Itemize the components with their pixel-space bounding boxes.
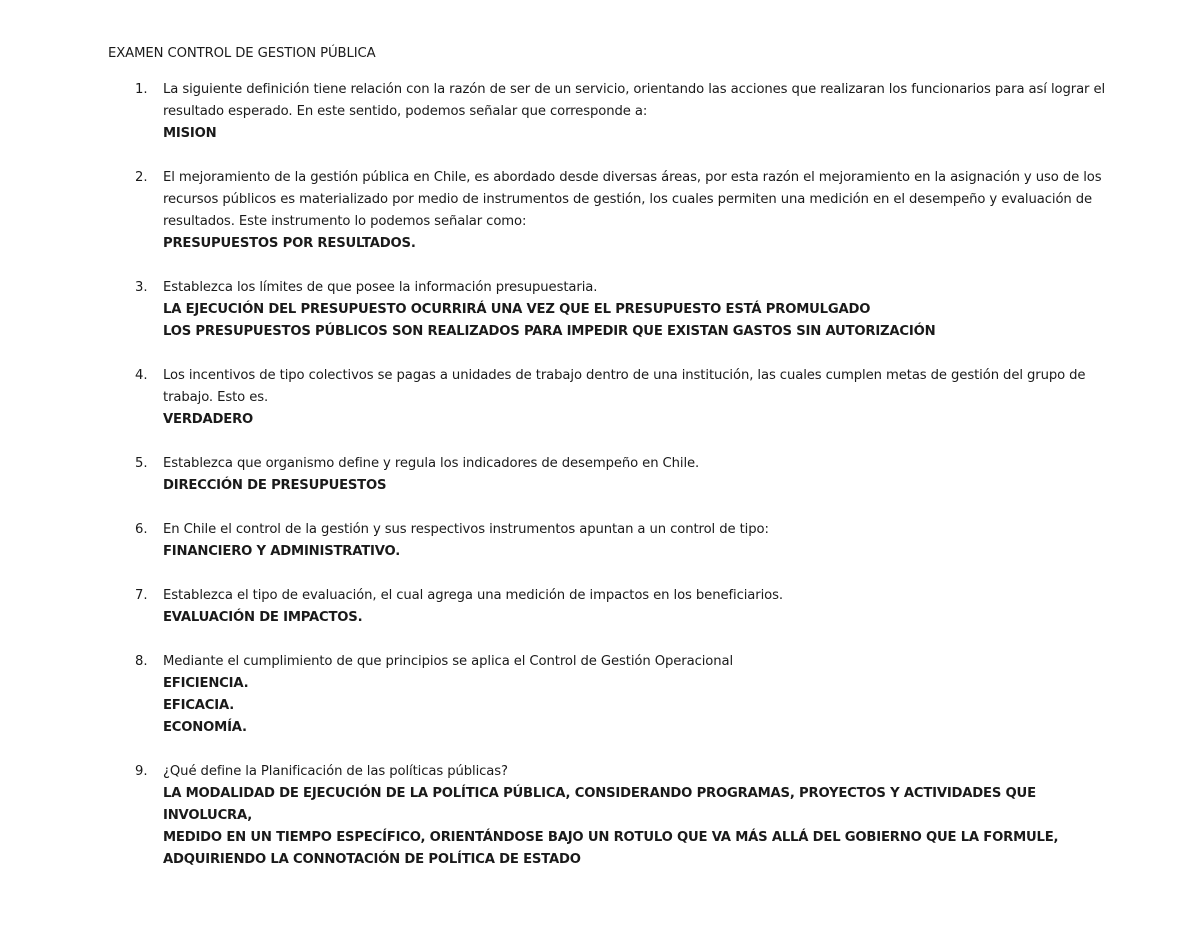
answer-line: DIRECCIÓN DE PRESUPUESTOS [163, 478, 387, 493]
question-number: 8. [135, 654, 148, 669]
question-item [108, 453, 1108, 497]
question-text: El mejoramiento de la gestión pública en Chile, es abordado desde diversas áreas, por esta razón el mejoramiento en la asignación y uso de los recursos públicos es materializado por medio de instrumentos de gestión, los cuales permiten una medición en el desempeño y evaluación de resultados. Este instrumento lo podemos señalar como: [163, 170, 1102, 229]
question-text: Establezca los límites de que posee la información presupuestaria. [163, 280, 598, 295]
question-text: Establezca que organismo define y regula los indicadores de desempeño en Chile. [163, 456, 700, 471]
question-item [108, 79, 1108, 145]
question-text: Mediante el cumplimiento de que principios se aplica el Control de Gestión Operacional [163, 654, 734, 669]
question-number: 2. [135, 170, 148, 185]
question-list [108, 79, 1108, 893]
question-item [108, 365, 1108, 431]
question-item [108, 519, 1108, 563]
answer-line: ECONOMÍA. [163, 720, 247, 735]
question-item [108, 651, 1108, 739]
question-item [108, 585, 1108, 629]
question-text: Establezca el tipo de evaluación, el cual agrega una medición de impactos en los beneficiarios. [163, 588, 783, 603]
answer-line: EFICIENCIA. [163, 676, 249, 691]
answer-line: MEDIDO EN UN TIEMPO ESPECÍFICO, ORIENTÁNDOSE BAJO UN ROTULO QUE VA MÁS ALLÁ DEL GOBIERNO QUE LA FORMULE, [163, 830, 1059, 845]
answer-line: LA MODALIDAD DE EJECUCIÓN DE LA POLÍTICA PÚBLICA, CONSIDERANDO PROGRAMAS, PROYECTOS Y ACTIVIDADES QUE INVOLUCRA, [163, 786, 1036, 823]
question-text: ¿Qué define la Planificación de las políticas públicas? [163, 764, 508, 779]
question-item [108, 761, 1108, 871]
answer-line: LOS PRESUPUESTOS PÚBLICOS SON REALIZADOS PARA IMPEDIR QUE EXISTAN GASTOS SIN AUTORIZACIÓN [163, 324, 936, 339]
question-number: 4. [135, 368, 148, 383]
answer-line: VERDADERO [163, 412, 254, 427]
question-item [108, 167, 1108, 255]
answer-line: ADQUIRIENDO LA CONNOTACIÓN DE POLÍTICA DE ESTADO [163, 852, 581, 867]
question-number: 7. [135, 588, 148, 603]
question-number: 9. [135, 764, 148, 779]
answer-line: EFICACIA. [163, 698, 235, 713]
document-title: EXAMEN CONTROL DE GESTION PÚBLICA [108, 46, 376, 61]
answer-line: FINANCIERO Y ADMINISTRATIVO. [163, 544, 401, 559]
answer-line: PRESUPUESTOS POR RESULTADOS. [163, 236, 416, 251]
answer-line: EVALUACIÓN DE IMPACTOS. [163, 610, 363, 625]
answer-line: MISION [163, 126, 217, 141]
question-text: En Chile el control de la gestión y sus respectivos instrumentos apuntan a un control de tipo: [163, 522, 769, 537]
question-number: 3. [135, 280, 148, 295]
question-item [108, 277, 1108, 343]
question-number: 6. [135, 522, 148, 537]
question-text: Los incentivos de tipo colectivos se pagas a unidades de trabajo dentro de una institución, las cuales cumplen metas de gestión del grupo de trabajo. Esto es. [163, 368, 1086, 405]
question-text: La siguiente definición tiene relación con la razón de ser de un servicio, orientando las acciones que realizaran los funcionarios para así lograr el resultado esperado. En este sentido, podemos señalar que corresponde a: [163, 82, 1106, 119]
question-number: 1. [135, 82, 148, 97]
question-number: 5. [135, 456, 148, 471]
answer-line: LA EJECUCIÓN DEL PRESUPUESTO OCURRIRÁ UNA VEZ QUE EL PRESUPUESTO ESTÁ PROMULGADO [163, 302, 871, 317]
